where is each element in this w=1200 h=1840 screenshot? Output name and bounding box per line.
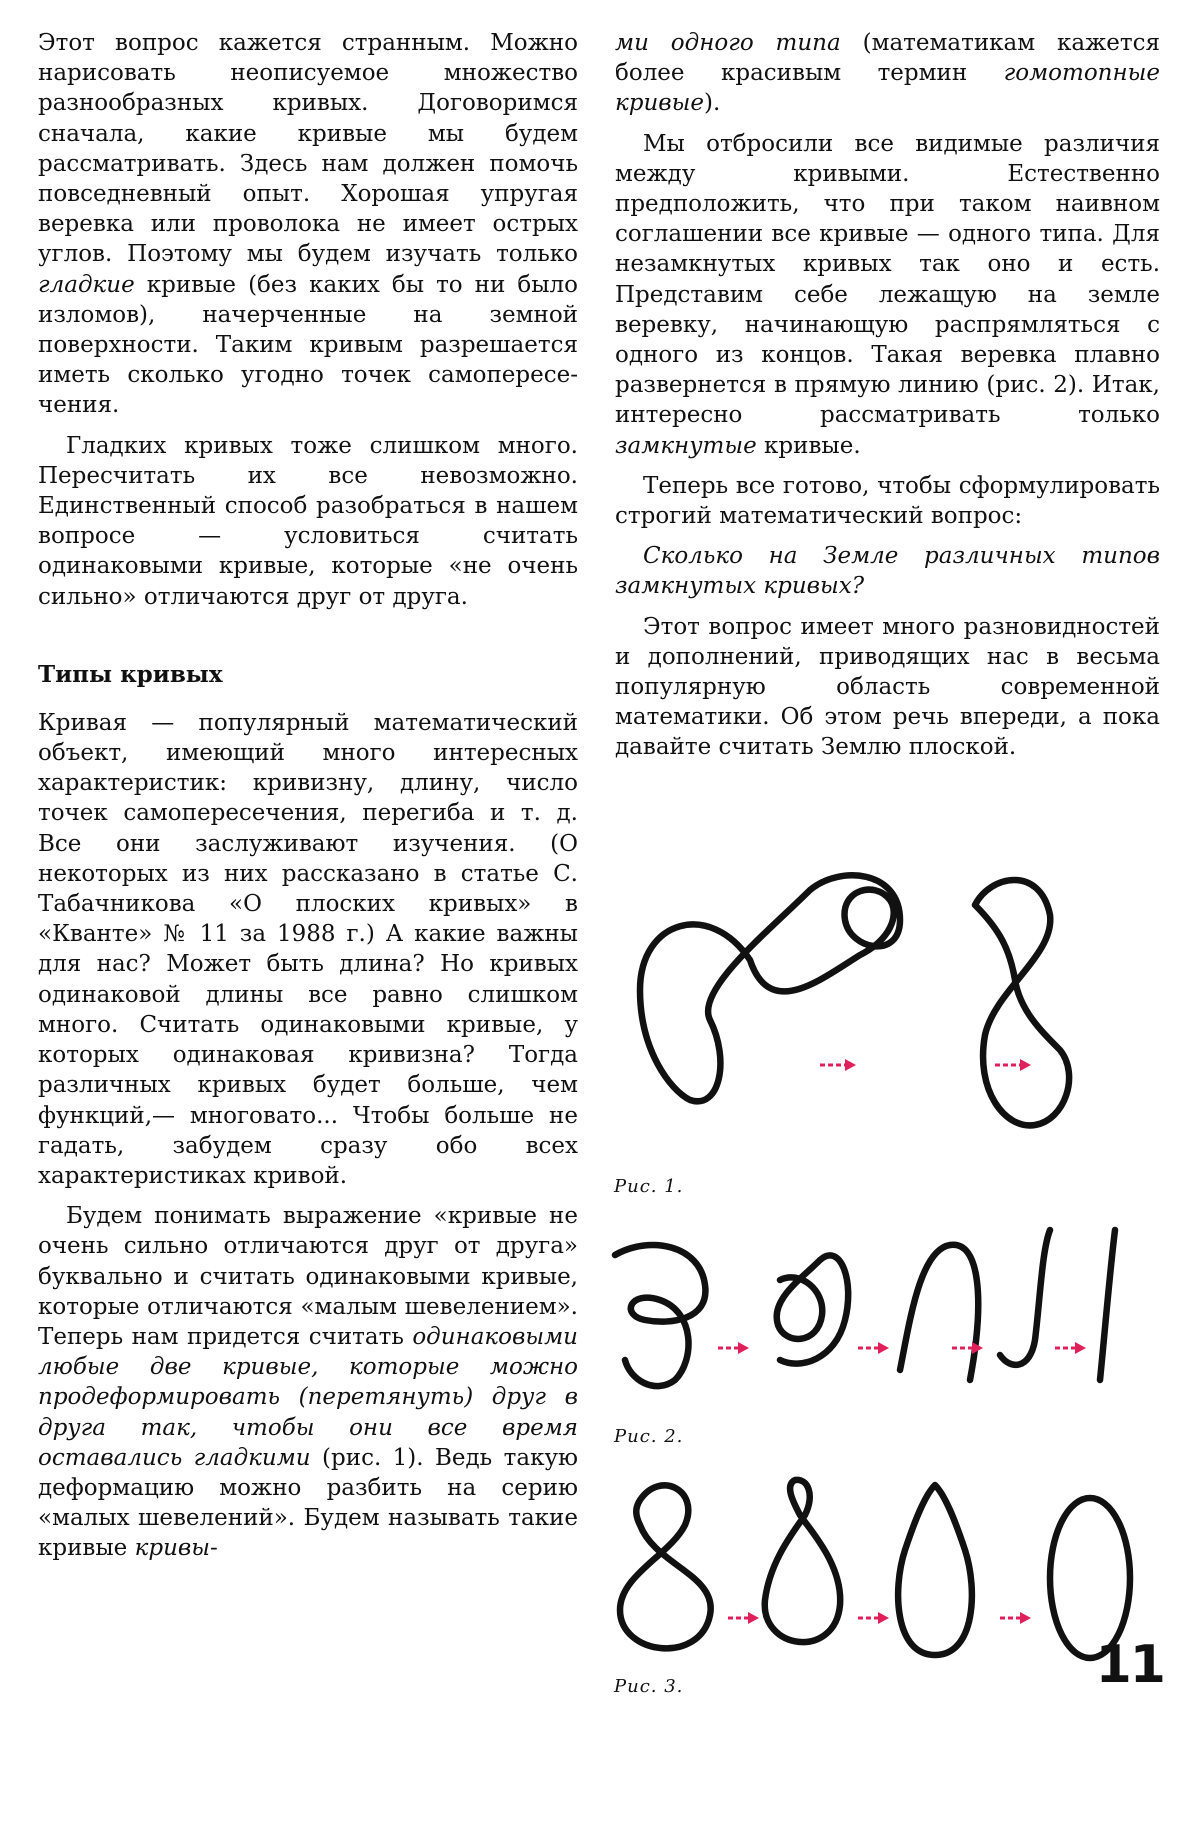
question	[615, 541, 1160, 601]
figure-eight-curve	[975, 880, 1069, 1125]
closed-figure-eight	[620, 1485, 711, 1648]
figure-2-drawing	[600, 1220, 1160, 1400]
closed-teardrop	[898, 1485, 972, 1655]
paragraph-1	[38, 28, 578, 421]
unknotting-curve-1	[615, 1245, 705, 1386]
figure-3-caption: Рис. 3.	[614, 1676, 684, 1697]
straight-line-curve	[1100, 1230, 1115, 1380]
arrow-head	[1020, 1612, 1031, 1624]
text-run: Будем понимать выражение «кривые не очень сильно отличаются друг от друга» буквально и считать одинаковыми кривые, которые отличаются «малым шевелением». Теперь нам придется считать	[38, 1203, 578, 1350]
closed-small-loop	[765, 1480, 840, 1642]
text-run: ).	[704, 90, 721, 117]
emphasis: одинаковыми любые две кривые, которые можно продеформировать (перетянуть) друг в друга так, чтобы они все время оставались гладкими	[38, 1323, 578, 1471]
emphasis: гомотопные кривые	[615, 60, 1160, 117]
unknotting-curve-4	[1000, 1230, 1050, 1365]
figure-1-drawing	[600, 860, 1160, 1160]
right-column	[615, 28, 1160, 773]
figure-1	[600, 860, 1160, 1160]
left-column	[38, 28, 578, 1574]
paragraph-8: Этот вопрос имеет много разновидностей и дополнений, приводящих нас в весьма популярную область современной математики. Об этом речь впереди, а пока давайте считать Землю плоской.	[615, 613, 1160, 761]
paragraph-4	[38, 1201, 578, 1563]
text-run: Этот вопрос кажется странным. Можно нарисовать неописуемое множество разнообразных кривых. Договоримся сначала, какие кривые мы будем рассматривать. Здесь нам должен помочь повседневный опыт. Хорошая упругая веревка или проволока не имеет острых углов. Поэтому мы будем изучать только	[38, 30, 578, 268]
arrow-head	[738, 1342, 749, 1354]
paragraph-2: Гладких кривых тоже слишком много. Пересчитать их все невозможно. Единственный способ разобраться в нашем вопросе — условиться считать одинаковыми кривые, которые «не очень сильно» отличаются друг от друга.	[38, 432, 578, 610]
emphasis: замкнутые	[615, 432, 757, 459]
text-run: кривые.	[756, 432, 861, 459]
text-run: кривые (без каких бы то ни было изломов), начерченные на земной поверхности. Таким кривым разрешается иметь сколько угодно точек самопересечения.	[38, 271, 578, 419]
closed-oval	[1050, 1498, 1130, 1658]
emphasis: ми одного типа	[615, 30, 841, 56]
arrow-head	[1075, 1342, 1086, 1354]
emphasis: кривы-	[134, 1535, 218, 1562]
arrow-head	[748, 1612, 759, 1624]
arrow-head	[1020, 1059, 1031, 1071]
figure-3	[600, 1470, 1160, 1670]
paragraph-3: Кривая — популярный математический объект, имеющий много интересных характеристик: кривизну, длину, число точек самопересечения, перегиба и т. д. Все они заслуживают изучения. (О некоторых из них рассказано в статье С. Табачникова «О плоских кривых» в «Кванте» № 11 за 1988 г.) А какие важны для нас? Может быть длина? Но кривых одинаковой длины все равно слишком много. Считать одинаковыми кривые, у которых одинаковая кривизна? Тогда различных кривых будет больше, чем функций,— многовато... Чтобы больше не гадать, забудем сразу обо всех характеристиках кривой.	[38, 709, 578, 1189]
paragraph-5	[615, 28, 1160, 119]
text-run: (рис. 1). Ведь такую деформацию можно разбить на серию «малых шевелений». Будем называть такие кривые	[38, 1444, 578, 1562]
tangled-loop-curve	[640, 875, 900, 1101]
figure-2	[600, 1220, 1160, 1400]
arrow-head	[845, 1059, 856, 1071]
emphasis: Сколько на Земле различных типов замкнутых кривых?	[615, 543, 1160, 600]
unknotting-curve-2	[777, 1255, 849, 1363]
text-run: Мы отбросили все видимые различия между кривыми. Естественно предположить, что при таком наивном соглашении все кривые — одного типа. Для незамкнутых кривых так оно и есть. Представим себе лежащую на земле веревку, начинающую распрямляться с одного из концов. Такая веревка плавно развернется в прямую линию (рис. 2). Итак, интересно рассматривать только	[615, 130, 1160, 429]
figure-2-caption: Рис. 2.	[614, 1426, 684, 1447]
paragraph-6	[615, 129, 1160, 461]
arrow-head	[878, 1342, 889, 1354]
figure-1-caption: Рис. 1.	[614, 1176, 684, 1197]
page-number: 11	[1095, 1635, 1164, 1695]
section-title: Типы кривых	[38, 660, 223, 688]
arrow-head	[878, 1612, 889, 1624]
text-run: (математикам кажется более красивым термин	[615, 30, 1160, 87]
paragraph-7: Теперь все готово, чтобы сформулировать строгий математический вопрос:	[615, 472, 1160, 530]
unknotting-curve-3	[900, 1245, 978, 1380]
figure-3-drawing	[600, 1470, 1160, 1670]
emphasis: гладкие	[38, 271, 135, 298]
